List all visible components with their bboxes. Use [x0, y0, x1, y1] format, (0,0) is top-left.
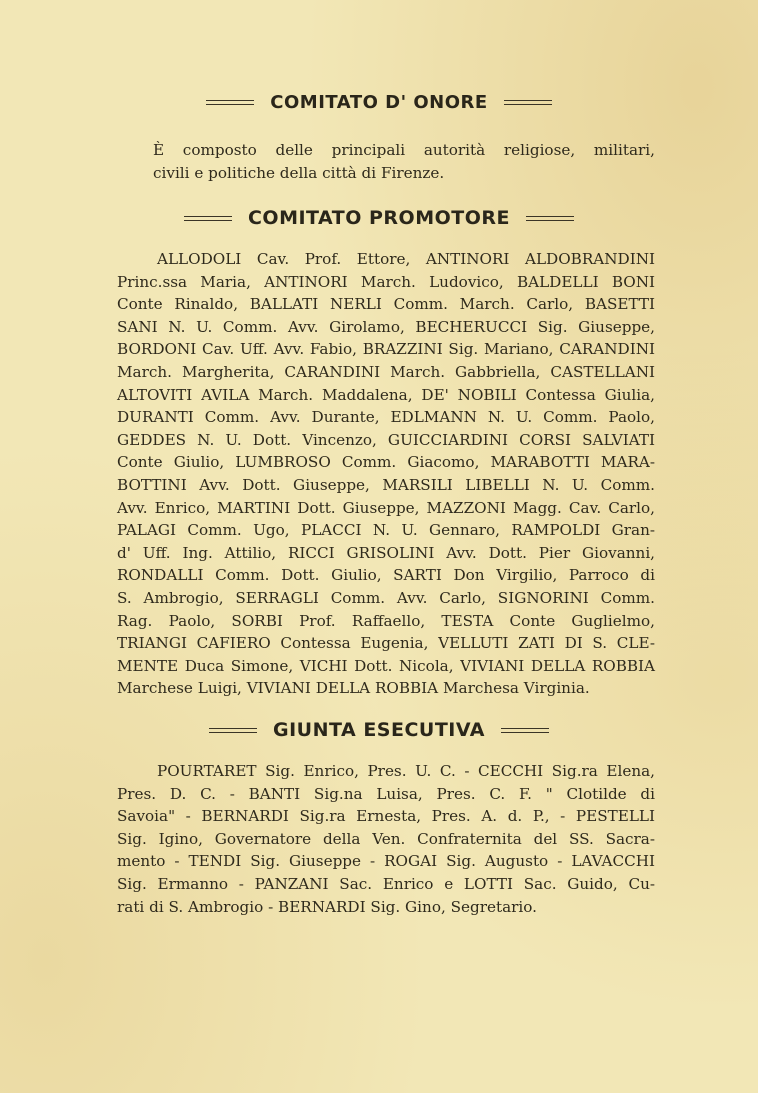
paragraph-giunta — [117, 760, 655, 918]
decorative-rule-left — [206, 100, 254, 105]
text-line: TRIANGI CAFIERO Contessa Eugenia, VELLUTI ZATI DI S. CLE- — [117, 634, 655, 653]
text-line: BORDONI Cav. Uff. Avv. Fabio, BRAZZINI Sig. Mariano, CARANDINI — [117, 340, 655, 359]
text-line: Conte Rinaldo, BALLATI NERLI Comm. March. Carlo, BASETTI — [117, 295, 655, 314]
heading-text: COMITATO PROMOTORE — [247, 207, 510, 229]
text-line: d' Uff. Ing. Attilio, RICCI GRISOLINI Avv. Dott. Pier Giovanni, — [117, 543, 655, 562]
paragraph-onore — [117, 139, 655, 184]
text-line: ALLODOLI Cav. Prof. Ettore, ANTINORI ALDOBRANDINI — [157, 250, 655, 268]
text-line: Sig. Igino, Governatore della Ven. Confraternita del SS. Sacra- — [117, 829, 655, 848]
text-line: SANI N. U. Comm. Avv. Girolamo, BECHERUCCI Sig. Giuseppe, — [117, 317, 655, 336]
heading-comitato-promotore — [0, 207, 758, 229]
text-line: civili e politiche della città di Firenze. — [153, 163, 445, 182]
text-line: GEDDES N. U. Dott. Vincenzo, GUICCIARDINI CORSI SALVIATI — [117, 430, 655, 449]
paragraph-promotore — [117, 248, 655, 700]
heading-text: COMITATO D' ONORE — [270, 92, 488, 113]
decorative-rule-right — [501, 728, 549, 733]
text-line: PALAGI Comm. Ugo, PLACCI N. U. Gennaro, RAMPOLDI Gran- — [117, 521, 655, 540]
decorative-rule-left — [209, 728, 257, 733]
heading-text: GIUNTA ESECUTIVA — [273, 719, 485, 741]
text-line: Pres. D. C. - BANTI Sig.na Luisa, Pres. C. F. " Clotilde di — [117, 784, 655, 803]
text-line: Savoia" - BERNARDI Sig.ra Ernesta, Pres. A. d. P., - PESTELLI — [117, 807, 655, 826]
text-line: Princ.ssa Maria, ANTINORI March. Ludovico, BALDELLI BONI — [117, 272, 655, 291]
text-line: March. Margherita, CARANDINI March. Gabbriella, CASTELLANI — [117, 362, 655, 381]
text-line: S. Ambrogio, SERRAGLI Comm. Avv. Carlo, SIGNORINI Comm. — [117, 588, 655, 607]
decorative-rule-left — [184, 216, 232, 221]
decorative-rule-right — [526, 216, 574, 221]
text-line: Sig. Ermanno - PANZANI Sac. Enrico e LOTTI Sac. Guido, Cu- — [117, 874, 655, 893]
text-line: BOTTINI Avv. Dott. Giuseppe, MARSILI LIBELLI N. U. Comm. — [117, 475, 655, 494]
text-line: POURTARET Sig. Enrico, Pres. U. C. - CECCHI Sig.ra Elena, — [157, 762, 655, 780]
heading-giunta-esecutiva — [0, 719, 758, 741]
text-line: Avv. Enrico, MARTINI Dott. Giuseppe, MAZZONI Magg. Cav. Carlo, — [117, 498, 655, 517]
text-line: Marchese Luigi, VIVIANI DELLA ROBBIA Marchesa Virginia. — [117, 679, 590, 698]
decorative-rule-right — [504, 100, 552, 105]
text-line: MENTE Duca Simone, VICHI Dott. Nicola, VIVIANI DELLA ROBBIA — [117, 656, 655, 675]
text-line: rati di S. Ambrogio - BERNARDI Sig. Gino, Segretario. — [117, 897, 537, 916]
text-line: Rag. Paolo, SORBI Prof. Raffaello, TESTA Conte Guglielmo, — [117, 611, 655, 630]
heading-comitato-onore — [0, 92, 758, 113]
text-line: DURANTI Comm. Avv. Durante, EDLMANN N. U. Comm. Paolo, — [117, 408, 655, 427]
text-line: Conte Giulio, LUMBROSO Comm. Giacomo, MARABOTTI MARA- — [117, 453, 655, 472]
text-line: ALTOVITI AVILA March. Maddalena, DE' NOBILI Contessa Giulia, — [117, 385, 655, 404]
text-line: mento - TENDI Sig. Giuseppe - ROGAI Sig. Augusto - LAVACCHI — [117, 852, 655, 871]
text-line: È composto delle principali autorità religiose, militari, — [153, 141, 655, 159]
text-line: RONDALLI Comm. Dott. Giulio, SARTI Don Virgilio, Parroco di — [117, 566, 655, 585]
